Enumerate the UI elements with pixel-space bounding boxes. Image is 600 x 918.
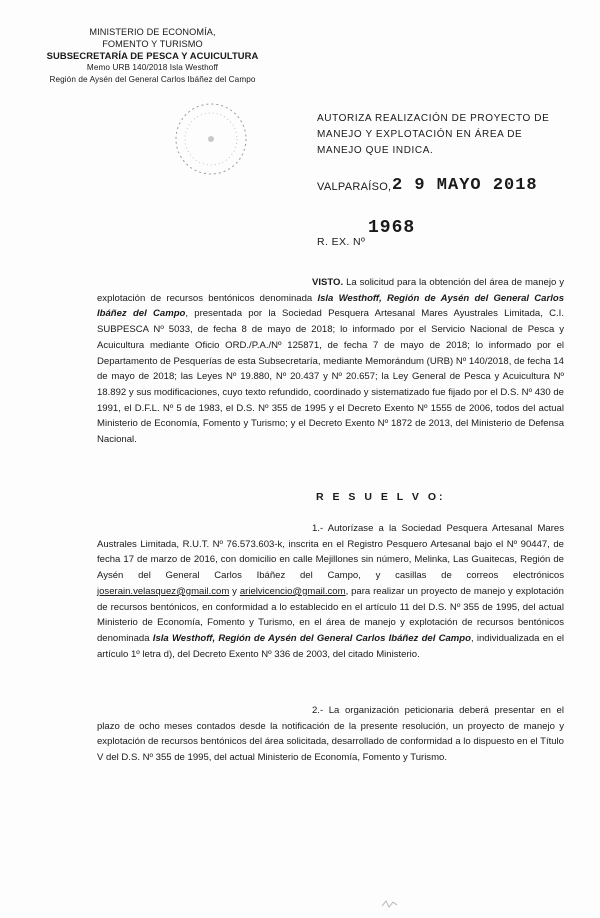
official-seal-icon: [172, 100, 250, 178]
resolution-date: 2 9 MAYO 2018: [392, 176, 538, 195]
visto-paragraph: [97, 275, 564, 448]
point1-text-1: 1.- Autorízase a la Sociedad Pesquera Artesanal Mares Australes Limitada, R.U.T. Nº 76.573.603-k, inscrita en el Registro Pesquero Artesanal bajo el Nº 90447, de fecha 17 de marzo de 2016, con domicilio en calle Mejillones sin número, Melinka, Las Guaitecas, Región de Aysén del General Carlos Ibáñez del Campo, y casillas de correos electrónicos: [97, 523, 564, 582]
rex-label: R. EX. Nº: [317, 236, 366, 248]
point1-text-2: y: [229, 585, 240, 597]
visto-text-1: La solicitud para la obtención del área de manejo y explotación de recursos bentónicos denominada: [97, 277, 564, 304]
email-link-1[interactable]: joserain.velasquez@gmail.com: [97, 585, 230, 597]
point2-text: 2.- La organización peticionaria deberá presentar en el plazo de ocho meses contados desde la notificación de la presente resolución, un proyecto de manejo y explotación de recursos bentónicos del área solicitada, desarrollado de conformidad a lo dispuesto en el Título V del D.S. Nº 355 de 1995, del actual Ministerio de Economía, Fomento y Turismo.: [97, 705, 564, 764]
ministry-header: [40, 26, 265, 86]
undersecretariat-name: SUBSECRETARÍA DE PESCA Y ACUICULTURA: [46, 50, 259, 61]
visto-text-2: , presentada por la Sociedad Pesquera Artesanal Mares Ayustrales Limitada, C.I. SUBPESCA Nº 5033, de fecha 8 de mayo de 2018; lo informado por el Servicio Nacional de Pesca y Acuicultura mediante Oficio ORD./P.A./Nº 125871, de fecha 7 de mayo de 2018; lo informado por el Departamento de Pesquerías de esta Subsecretaría, mediante Memorándum (URB) Nº 140/2018, de fecha 14 de mayo de 2018; las Leyes Nº 19.880, Nº 20.437 y Nº 20.657; la Ley General de Pesca y Acuicultura Nº 18.892 y sus modificaciones, cuyo texto refundido, coordinado y sistematizado fue fijado por el D.S. Nº 430 de 1991, el D.F.L. Nº 5 de 1983, el D.S. Nº 355 de 1995 y el Decreto Exento Nº 1555 de 2006, todos del actual Ministerio de Economía, Fomento y Turismo; y el Decreto Exento Nº 1872 de 2013, del Ministerio de Defensa Nacional.: [97, 308, 564, 446]
email-link-2[interactable]: arielvicencio@gmail.com: [239, 585, 346, 597]
visto-place-name: Isla Westhoff, Región de Aysén del General Carlos Ibáñez del Campo: [97, 292, 565, 320]
resuelvo-heading: R E S U E L V O:: [316, 491, 446, 503]
scan-mark-icon: [380, 898, 400, 910]
point1-place-name: Isla Westhoff, Región de Aysén del General Carlos Ibáñez del Campo: [152, 632, 471, 644]
visto-label: VISTO.: [312, 277, 344, 288]
memo-reference: Memo URB 140/2018 Isla Westhoff: [86, 63, 219, 72]
region-reference: Región de Aysén del General Carlos Ibáñez del Campo: [49, 75, 256, 84]
ministry-subname: FOMENTO Y TURISMO: [102, 39, 203, 49]
point1-text-4: , individualizada en el artículo 1º letra d), del Decreto Exento Nº 336 de 2003, del citado Ministerio.: [97, 632, 564, 660]
resolution-point-2: [97, 703, 564, 766]
resolution-point-1: [97, 521, 564, 662]
point1-text-3: , para realizar un proyecto de manejo y explotación de recursos bentónicos, en conformidad a lo establecido en el artículo 11 del D.S. Nº 355 de 1995, del actual Ministerio de Economía, Fomento y Turismo, en el área de manejo y explotación de recursos bentónicos denominada: [97, 585, 564, 644]
resolution-subject: AUTORIZA REALIZACIÓN DE PROYECTO DE MANEJO Y EXPLOTACIÓN EN ÁREA DE MANEJO QUE INDICA.: [317, 113, 550, 156]
place-label: VALPARAÍSO,: [317, 181, 392, 193]
rex-number: 1968: [368, 218, 416, 238]
ministry-name: MINISTERIO DE ECONOMÍA,: [89, 27, 216, 37]
